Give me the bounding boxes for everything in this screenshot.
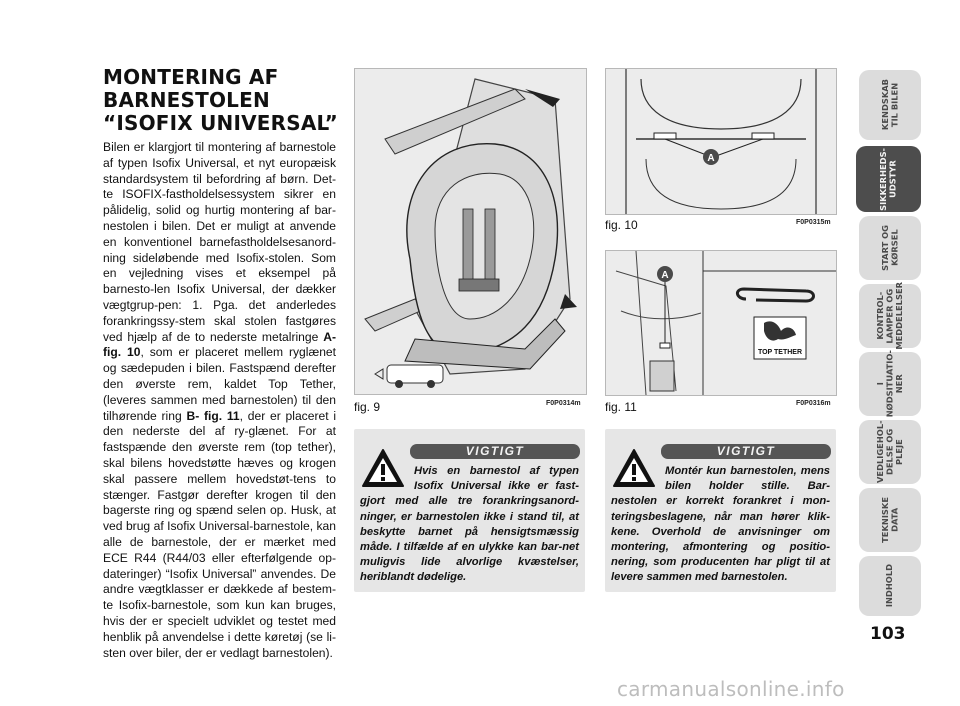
heading-line-3: “ISOFIX UNIVERSAL” bbox=[103, 111, 339, 135]
tab-label: KENDSKAB TIL BILEN bbox=[879, 79, 899, 131]
top-tether-label: TOP TETHER bbox=[757, 349, 803, 356]
tab-label: VEDLIGEHOL- DELSE OG PLEJE bbox=[874, 420, 904, 484]
tab-tekniske-data[interactable] bbox=[859, 488, 921, 552]
figure-10-anchor-rings bbox=[605, 68, 837, 215]
watermark: carmanualsonline.info bbox=[617, 677, 845, 701]
tab-label: SIKKERHEDS- UDSTYR bbox=[878, 147, 898, 211]
top-tether-illustration bbox=[606, 251, 836, 395]
tab-label: TEKNISKE DATA bbox=[879, 497, 899, 543]
warning-1-text-container bbox=[360, 464, 579, 586]
body-paragraph bbox=[103, 140, 336, 661]
tab-sikkerhedsudstyr[interactable] bbox=[856, 146, 921, 212]
child-seat-illustration bbox=[355, 69, 586, 394]
tab-kendskab-til-bilen[interactable] bbox=[859, 70, 921, 140]
tab-label: START OG KØRSEL bbox=[879, 225, 899, 271]
seat-anchor-illustration bbox=[606, 69, 836, 214]
section-heading bbox=[103, 66, 343, 135]
heading-line-2: BARNESTOLEN bbox=[103, 88, 270, 112]
warning-box-2 bbox=[605, 429, 836, 592]
figure-10-label-a: A bbox=[707, 153, 715, 164]
warning-2-text-container bbox=[611, 464, 830, 586]
tab-indhold[interactable] bbox=[859, 556, 921, 616]
figure-11-caption: fig. 11 bbox=[605, 400, 637, 414]
figure-10-caption: fig. 10 bbox=[605, 218, 638, 232]
warning-2-text: Montér kun barnestolen, mens bilen holder stille. Bar-nestolen er korrekt forankret i mon-teringsbeslagene, når man hører klik-kene. Overhold de anvisninger om montering, afmontering og positio-nering, som producenten har pligt til at levere sammen med barnestolen. bbox=[611, 465, 830, 584]
warning-2-title: VIGTIGT bbox=[661, 444, 831, 459]
figure-ref-a: A-fig. 10 bbox=[103, 329, 336, 360]
page-number: 103 bbox=[870, 624, 906, 644]
warning-box-1 bbox=[354, 429, 585, 592]
figure-9-code: F0P0314m bbox=[546, 400, 581, 407]
body-text-part-2: , som er placeret mellem ryglænet og sædepuden i bilen. Fastspænd derefter den øverste rem, kaldet Top Tether, (leveres sammen med barnestolen) til den tilhørende ring bbox=[103, 345, 337, 423]
figure-11-top-tether bbox=[605, 250, 837, 396]
figure-ref-b: B- fig. 11 bbox=[186, 408, 240, 423]
body-text-part-3: , der er placeret i den nederste del af ry-glænet. For at fastspænde den øverste rem (top tether), skal bilens hovedstøtte hæves og krogen skal passere mellem hovedstøt-tens to stænger. Fastgør derefter krogen til den bagerste ring og spænd selen op. Husk, at ved brug af Isofix Universal-barnestole, kan alle de barnestole, der er mærket med ECE R44 (R44/03 eller efterfølgende op-dateringer) “Isofix Universal” anvendes. De andre vægtklasser er dækkede af bestem-te Isofix-barnestole, som kun kan bruges, hvis der er specielt udviklet og testet med henblik på anvendelse i dette køretøj (se li-sten over biler, der er vedlagt barnestolen). bbox=[103, 408, 337, 660]
heading-line-1: MONTERING AF bbox=[103, 65, 279, 89]
tab-nodsituationer[interactable] bbox=[859, 352, 921, 416]
tab-start-og-korsel[interactable] bbox=[859, 216, 921, 280]
tab-kontrollamper[interactable] bbox=[859, 284, 921, 348]
figure-9-caption: fig. 9 bbox=[354, 400, 381, 414]
figure-10-code: F0P0315m bbox=[796, 219, 831, 226]
tab-vedligeholdelse[interactable] bbox=[859, 420, 921, 484]
tab-label: I NØDSITUATIO- NER bbox=[874, 350, 904, 418]
tab-label: KONTROL- LAMPER OG MEDDELELSER bbox=[874, 282, 904, 350]
tab-label: INDHOLD bbox=[884, 564, 895, 608]
body-text-part-1: Bilen er klargjort til montering af barnestole af typen Isofix Universal, et nyt europæisk standardsystem til befordring af børn. Det-te ISOFIX-fastholdelsessystem sikrer en pålidelig, solid og hurtig montering af bar-nestolen i bilen. Det er muligt at anvende en konventionel barnefastholdelsesanord-ning sideløbende med Isofix-stolen. Som en vejledning vises et eksempel på barnesto-len Isofix Universal, der dækker vægtgrup-pen: 1. Pga. det anderledes forankringssy-stem skal stolen fastgøres ved hjælp af de to nederste metalringe bbox=[103, 140, 336, 344]
warning-1-text: Hvis en barnestol af typen Isofix Universal ikke er fast-gjort med alle tre forankringsanord-ninger, er barnestolen ikke i stand til, at beskytte barnet på hensigtsmæssig måde. I tilfælde af en ulykke kan bar-net muligvis lide alvorlige kvæstelser, heriblandt dødelige. bbox=[360, 465, 579, 584]
figure-9-child-seat bbox=[354, 68, 587, 395]
warning-1-title: VIGTIGT bbox=[410, 444, 580, 459]
figure-11-label-a: A bbox=[661, 270, 669, 281]
figure-11-code: F0P0316m bbox=[796, 400, 831, 407]
